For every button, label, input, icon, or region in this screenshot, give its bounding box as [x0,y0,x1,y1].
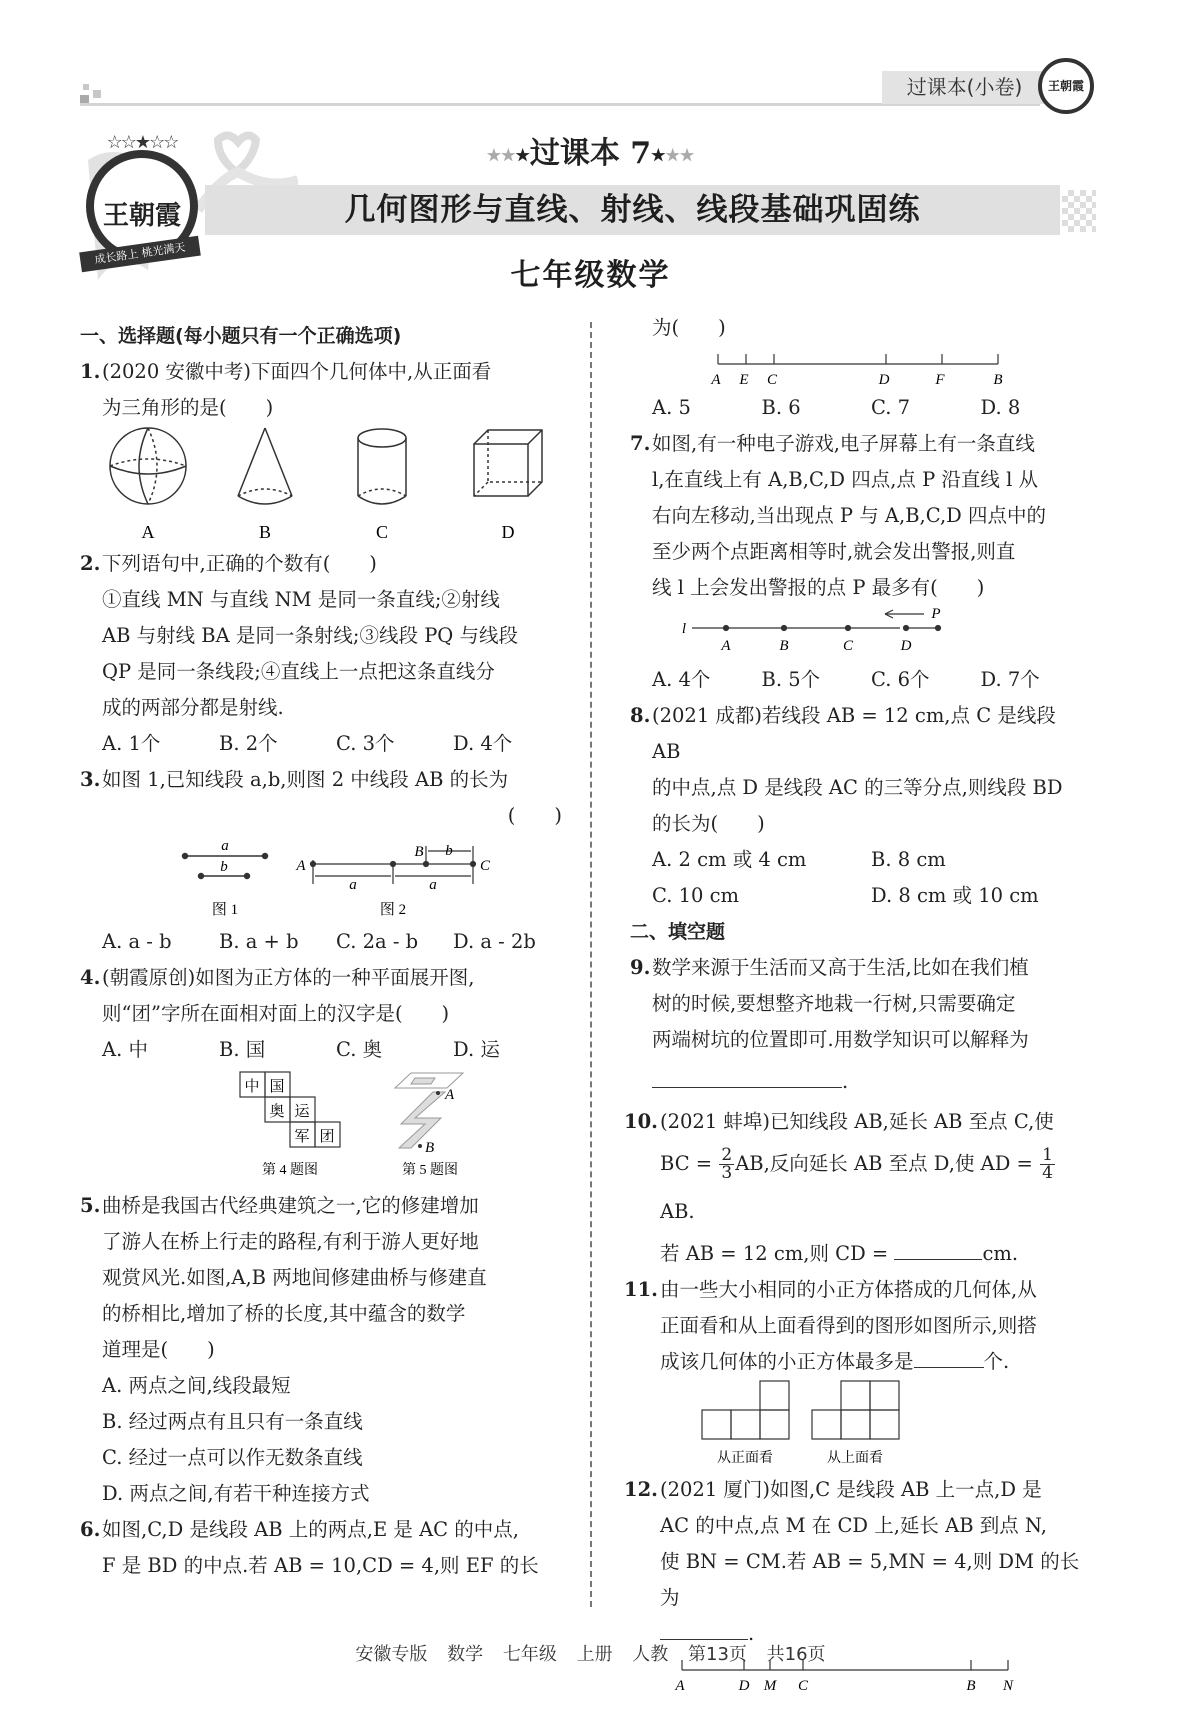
option-a: A. 中 [102,1038,148,1061]
brand-badge-small [1038,58,1094,114]
point-label: A [445,1087,455,1103]
star-icon: ★ [486,145,502,165]
point-label: B [993,372,1003,388]
question-text: AB,反向延长 AB 至点 D,使 AD = [735,1152,1033,1175]
segment-label: a [349,877,357,893]
options [80,726,570,762]
question-text: 道理是( ) [102,1338,215,1361]
star-icon: ★ [679,145,695,165]
options [630,842,1090,914]
options [630,662,1090,698]
point-label: A [721,638,731,654]
question-number: 3. [80,768,101,791]
point-label: B [779,638,789,654]
net-face: 团 [319,1129,335,1145]
view-caption: 从上面看 [827,1451,883,1466]
segment-label: a [429,877,437,893]
question-6 [80,1512,570,1584]
question-number: 11. [624,1278,658,1301]
cone-icon [238,428,292,504]
question-text: AB 与射线 BA 是同一条射线;③线段 PQ 与线段 [102,624,518,647]
question-text: AC 的中点,点 M 在 CD 上,延长 AB 到点 N, [660,1514,1047,1537]
question-number: 10. [624,1110,658,1133]
question-text: 了游人在桥上行走的路程,有利于游人更好地 [102,1230,479,1253]
question-number: 4. [80,966,101,989]
point-label: C [766,372,778,388]
question-text: 如图 1,已知线段 a,b,则图 2 中线段 AB 的长为 [102,768,509,791]
option-c: C. 6个 [871,668,930,691]
line-label: l [681,621,687,637]
logo-stars: ☆☆★☆☆ [106,132,178,153]
question-number: 12. [624,1478,658,1501]
option-d: D. 7个 [980,668,1040,691]
question-text: 由一些大小相同的小正方体搭成的几何体,从 [660,1278,1037,1301]
option-a: A. 1个 [102,732,161,755]
point-label: M [763,1678,777,1694]
question-number: 2. [80,552,101,575]
question-number: 1. [80,360,101,383]
question-12 [624,1472,1090,1652]
question-2 [80,546,570,726]
question-text: 如图,C,D 是线段 AB 上的两点,E 是 AC 的中点, [102,1518,519,1541]
question-text: (2021 成都)若线段 AB = 12 cm,点 C 是线段 AB [652,704,1056,763]
question-text: 至少两个点距离相等时,就会发出警报,则直 [652,540,1016,563]
segment-label: a [221,838,229,854]
q1-figures [100,426,550,546]
point-label: N [1002,1678,1014,1694]
point-label: B [425,1140,435,1156]
option-c: C. 10 cm [652,884,740,907]
q6-figure [640,346,1080,390]
question-text: 成的两部分都是射线. [102,696,284,719]
question-9 [630,950,1090,1100]
question-number: 7. [630,432,651,455]
answer-blank[interactable] [914,1345,984,1368]
question-text: 的长为( ) [652,812,765,835]
question-text: cm. [982,1242,1019,1265]
answer-blank[interactable] [894,1237,982,1260]
fraction [719,1147,734,1182]
question-text: 数学来源于生活而又高于生活,比如在我们植 [652,956,1029,979]
option-c: C. 奥 [336,1038,383,1061]
answer-paren: ( ) [507,804,562,827]
question-text: AB. [660,1200,695,1223]
question-text: BC = [660,1152,713,1175]
option-c: C. 2a - b [336,930,419,953]
cylinder-icon [358,429,406,504]
net-face: 军 [294,1129,310,1145]
question-10 [624,1104,1090,1272]
option-d: D. 两点之间,有若干种连接方式 [102,1482,370,1505]
question-text: 个. [983,1350,1010,1373]
options [80,924,570,960]
figure-caption: 第 5 题图 [402,1163,458,1178]
net-face: 中 [244,1079,260,1095]
question-text: 则“团”字所在面相对面上的汉字是( ) [102,1002,450,1025]
option-b: B. 2个 [219,732,278,755]
star-icon: ★ [515,145,530,165]
option-a: A. 5 [652,396,691,419]
option-b: B. 经过两点有且只有一条直线 [102,1410,363,1433]
option-a: A. a - b [102,930,172,953]
question-text: QP 是同一条线段;④直线上一点把这条直线分 [102,660,495,683]
figure-label: B [258,522,272,542]
numerator: 2 [721,1145,733,1165]
options [80,1032,570,1068]
denominator: 4 [1042,1163,1053,1183]
page-footer: 安徽专版 数学 七年级 上册 人教 第13页 共16页 [355,1644,826,1665]
question-text: 的中点,点 D 是线段 AC 的三等分点,则线段 BD [652,776,1063,799]
question-text: 线 l 上会发出警报的点 P 最多有( ) [652,576,985,599]
point-label: E [739,372,749,388]
point-label: C [479,858,491,874]
question-text: 若 AB = 12 cm,则 CD = [660,1242,889,1265]
net-face: 国 [269,1079,285,1095]
question-4 [80,960,570,1032]
point-label: A [296,858,306,874]
point-label: A [675,1678,685,1694]
option-b: B. 6 [761,396,801,419]
options [630,390,1090,426]
question-text: 为三角形的是( ) [102,396,274,419]
point-label: P [931,606,941,622]
answer-blank[interactable] [652,1065,842,1088]
net-face: 奥 [269,1104,285,1120]
option-c: C. 3个 [336,732,395,755]
question-number: 6. [80,1518,101,1541]
question-number: 9. [630,956,651,979]
cube-icon [474,430,542,496]
question-text: 右向左移动,当出现点 P 与 A,B,C,D 四点中的 [652,504,1046,527]
question-text: 如图,有一种电子游戏,电子屏幕上有一条直线 [652,432,1035,455]
section-title [0,128,1181,172]
point-label: D [878,372,890,388]
subtitle: 七年级数学 [510,258,671,293]
option-d: D. 4个 [453,732,513,755]
star-icon: ★ [501,145,516,165]
section-title-text: 过课本 7 [529,136,652,171]
brand-logo-text: 王朝霞 [102,201,181,231]
figure-caption: 图 2 [379,902,407,918]
series-tab: 过课本(小卷) [882,71,1047,104]
section-heading-fill: 二、填空题 [630,921,726,943]
question-text: 为( ) [652,316,726,339]
zigzag-bridge-icon [395,1073,463,1148]
question-1 [80,354,570,426]
point-label: C [842,638,854,654]
question-text: 使 BN = CM.若 AB = 5,MN = 4,则 DM 的长为 [660,1550,1080,1609]
point-label: A [711,372,721,388]
q7-figure [640,606,1080,662]
question-text: 成该几何体的小正方体最多是 [660,1350,914,1373]
question-text: 观赏风光.如图,A,B 两地间修建曲桥与修建直 [102,1266,487,1289]
segment-label: b [445,843,453,859]
figure-label: C [375,522,389,542]
option-b: B. a + b [219,930,299,953]
question-text: (朝霞原创)如图为正方体的一种平面展开图, [102,966,475,989]
q3-figures [115,834,535,924]
question-text: . [748,1622,755,1645]
segment-label: b [220,859,228,875]
option-c: C. 经过一点可以作无数条直线 [102,1446,363,1469]
point-label: D [900,638,912,654]
point-label: C [797,1678,809,1694]
point-label: F [935,372,945,388]
answer-blank[interactable] [660,1617,748,1640]
net-face: 运 [294,1104,310,1120]
figure-label: A [141,522,155,542]
option-a: A. 两点之间,线段最短 [102,1374,291,1397]
left-column [80,318,570,1584]
question-text: F 是 BD 的中点.若 AB = 10,CD = 4,则 EF 的长 [102,1554,539,1577]
question-text: . [842,1070,849,1093]
section-heading-choice: 一、选择题(每小题只有一个正确选项) [80,325,402,347]
main-title: 几何图形与直线、射线、线段基础巩固练 [344,192,921,228]
top-view [812,1381,899,1439]
front-view [702,1381,789,1439]
fraction [1040,1147,1055,1182]
question-text: (2020 安徽中考)下面四个几何体中,从正面看 [102,360,492,383]
question-7 [630,426,1090,606]
sphere-icon [110,428,186,504]
figure-caption: 第 4 题图 [262,1163,318,1178]
question-text: 的桥相比,增加了桥的长度,其中蕴含的数学 [102,1302,466,1325]
question-8 [630,698,1090,842]
point-label: B [414,844,424,860]
star-icon: ★ [665,145,680,165]
question-text: 树的时候,要想整齐地栽一行树,只需要确定 [652,992,1016,1015]
corner-decoration [93,90,101,98]
question-text: (2021 厦门)如图,C 是线段 AB 上一点,D 是 [660,1478,1042,1501]
question-5 [80,1188,570,1368]
denominator: 3 [721,1163,733,1183]
brand-slogan: 成长路上 桃光满天 [79,236,201,273]
question-11 [624,1272,1090,1380]
checker-decoration [1062,190,1096,232]
q11-views [640,1380,1080,1472]
option-b: B. 5个 [761,668,821,691]
figure-label: D [501,522,515,542]
option-a: A. 2 cm 或 4 cm [652,848,807,871]
option-d: D. 8 cm 或 10 cm [871,884,1039,907]
question-3 [80,762,570,834]
point-label: B [966,1678,976,1694]
option-d: D. a - 2b [453,930,536,953]
brand-name: 王朝霞 [1047,79,1084,93]
question-text: 曲桥是我国古代经典建筑之一,它的修建增加 [102,1194,479,1217]
option-d: D. 运 [453,1038,500,1061]
option-b: B. 国 [219,1038,266,1061]
right-column [624,310,1090,1696]
view-caption: 从正面看 [717,1451,773,1466]
numerator: 1 [1042,1145,1053,1165]
option-d: D. 8 [980,396,1021,419]
question-text: (2021 蚌埠)已知线段 AB,延长 AB 至点 C,使 [660,1110,1054,1133]
question-text: 两端树坑的位置即可.用数学知识可以解释为 [652,1028,1029,1051]
question-number: 8. [630,704,651,727]
question-text: 正面看和从上面看得到的图形如图所示,则搭 [660,1314,1037,1337]
option-a: A. 4个 [652,668,711,691]
figure-caption: 图 1 [211,902,239,918]
option-b: B. 8 cm [871,848,946,871]
star-icon: ★ [651,145,666,165]
column-divider [590,322,592,1607]
question-text: l,在直线上有 A,B,C,D 四点,点 P 沿直线 l 从 [652,468,1039,491]
question-text: ①直线 MN 与直线 NM 是同一条直线;②射线 [102,588,500,611]
option-c: C. 7 [871,396,911,419]
corner-decoration [83,84,89,90]
question-text: 下列语句中,正确的个数有( ) [102,552,377,575]
q4-q5-figures [115,1068,535,1188]
point-label: D [738,1678,750,1694]
question-number: 5. [80,1194,101,1217]
